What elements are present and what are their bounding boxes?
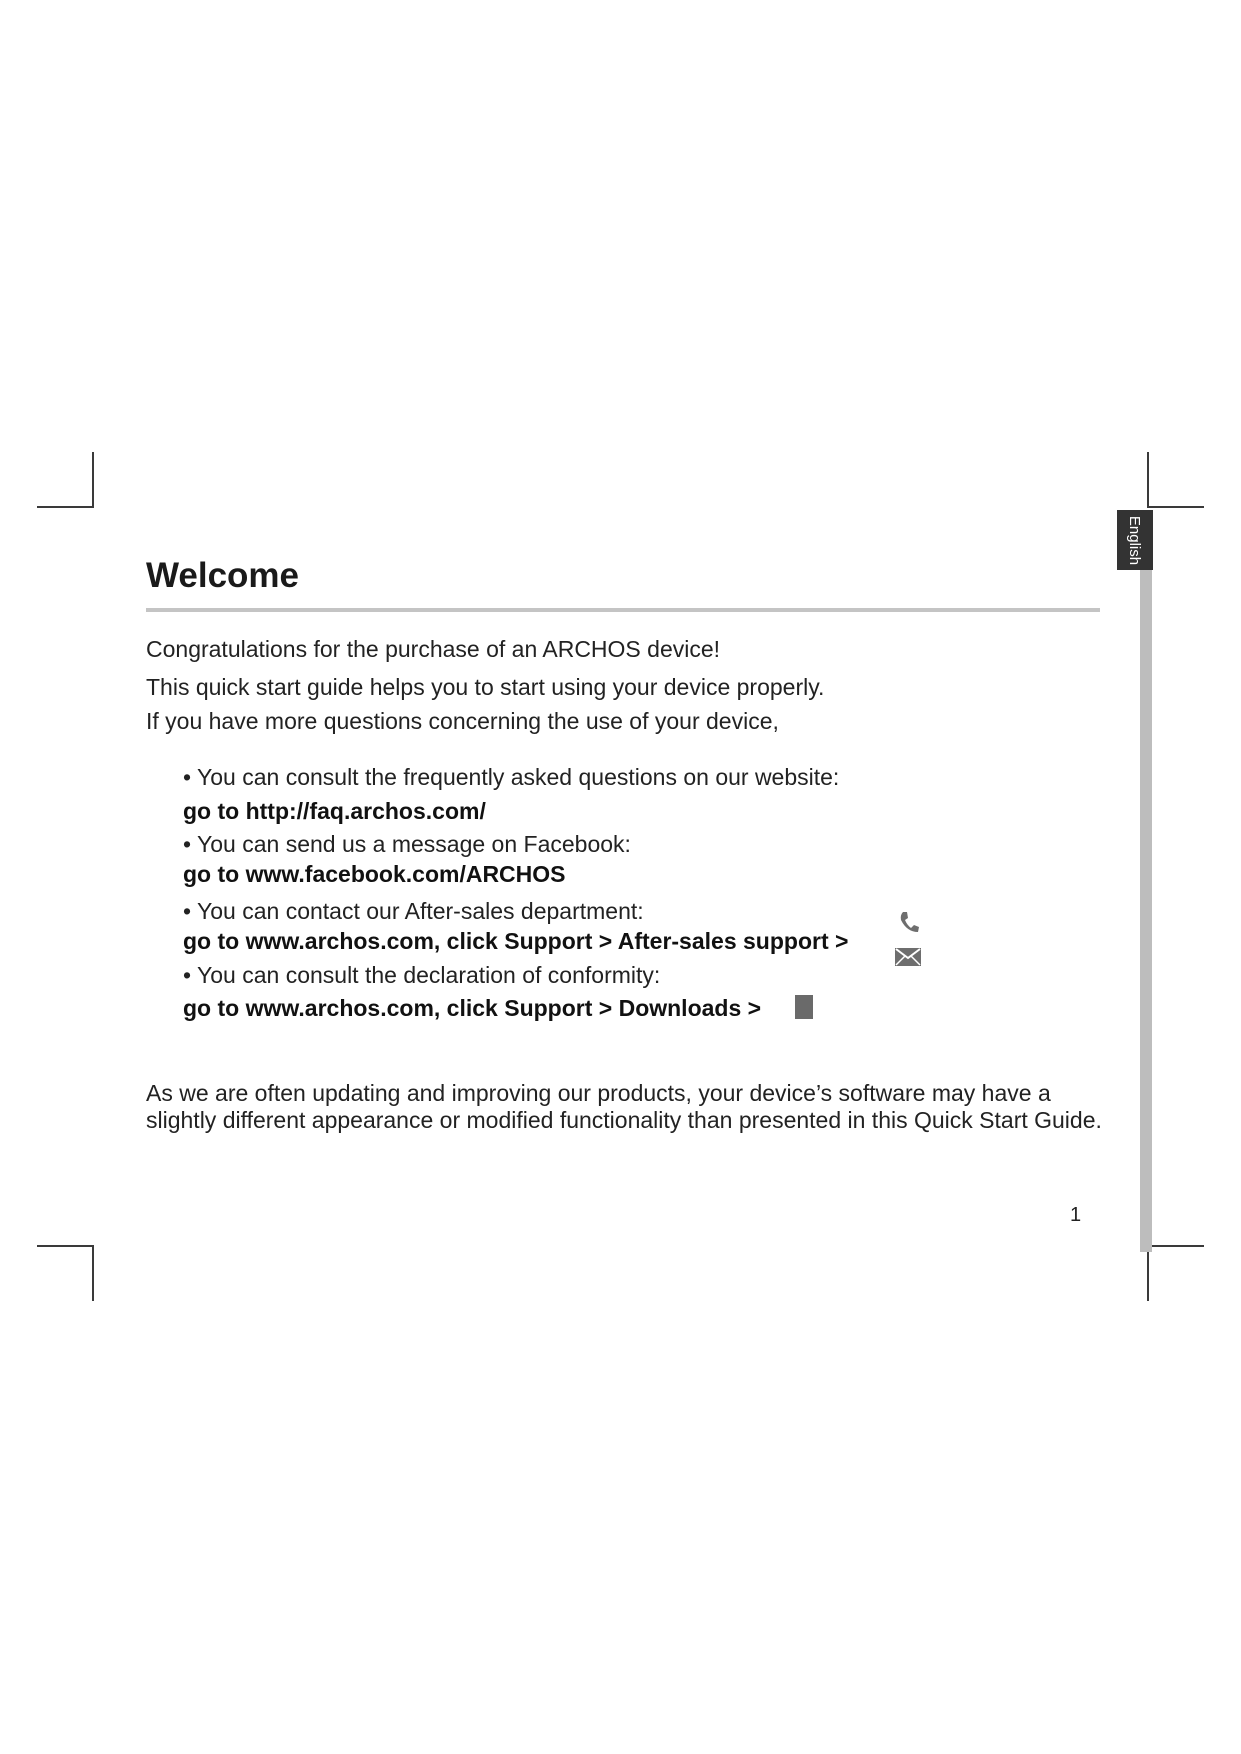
mail-icon bbox=[895, 948, 921, 966]
language-tab bbox=[1117, 510, 1153, 570]
crop-mark-top-left-vertical bbox=[92, 452, 94, 508]
crop-mark-top-left-horizontal bbox=[37, 506, 93, 508]
support-conformity-text: • You can consult the declaration of conformity: bbox=[183, 962, 661, 988]
title-divider bbox=[146, 608, 1100, 612]
support-facebook-link[interactable]: go to www.facebook.com/ARCHOS bbox=[183, 861, 566, 887]
support-facebook-text: • You can send us a message on Facebook: bbox=[183, 831, 631, 857]
closing-paragraph: As we are often updating and improving our products, your device’s software may have a slightly different appearance or modified functionality than presented in this Quick Start Guide. bbox=[146, 1080, 1102, 1133]
support-faq-text: • You can consult the frequently asked questions on our website: bbox=[183, 764, 840, 790]
support-aftersales-text: • You can contact our After-sales department: bbox=[183, 898, 644, 924]
intro-line-3: If you have more questions concerning the use of your device, bbox=[146, 708, 779, 734]
side-bar bbox=[1140, 568, 1152, 1252]
language-tab-label: English bbox=[1126, 515, 1144, 565]
crop-mark-top-right-horizontal bbox=[1148, 506, 1204, 508]
crop-mark-bottom-right-vertical bbox=[1147, 1245, 1149, 1301]
support-conformity-link[interactable]: go to www.archos.com, click Support > Downloads > bbox=[183, 995, 762, 1021]
crop-mark-bottom-left-horizontal bbox=[37, 1245, 93, 1247]
intro-line-1: Congratulations for the purchase of an ARCHOS device! bbox=[146, 636, 721, 662]
crop-mark-bottom-left-vertical bbox=[92, 1245, 94, 1301]
crop-mark-bottom-right-horizontal bbox=[1148, 1245, 1204, 1247]
intro-line-2: This quick start guide helps you to start using your device properly. bbox=[146, 674, 825, 700]
page-number: 1 bbox=[1070, 1204, 1082, 1226]
support-aftersales-link[interactable]: go to www.archos.com, click Support > After-sales support > bbox=[183, 928, 849, 954]
crop-mark-top-right-vertical bbox=[1147, 452, 1149, 508]
phone-icon bbox=[898, 910, 920, 934]
page-title: Welcome bbox=[146, 556, 300, 595]
document-icon bbox=[795, 995, 813, 1019]
support-faq-link[interactable]: go to http://faq.archos.com/ bbox=[183, 798, 486, 824]
